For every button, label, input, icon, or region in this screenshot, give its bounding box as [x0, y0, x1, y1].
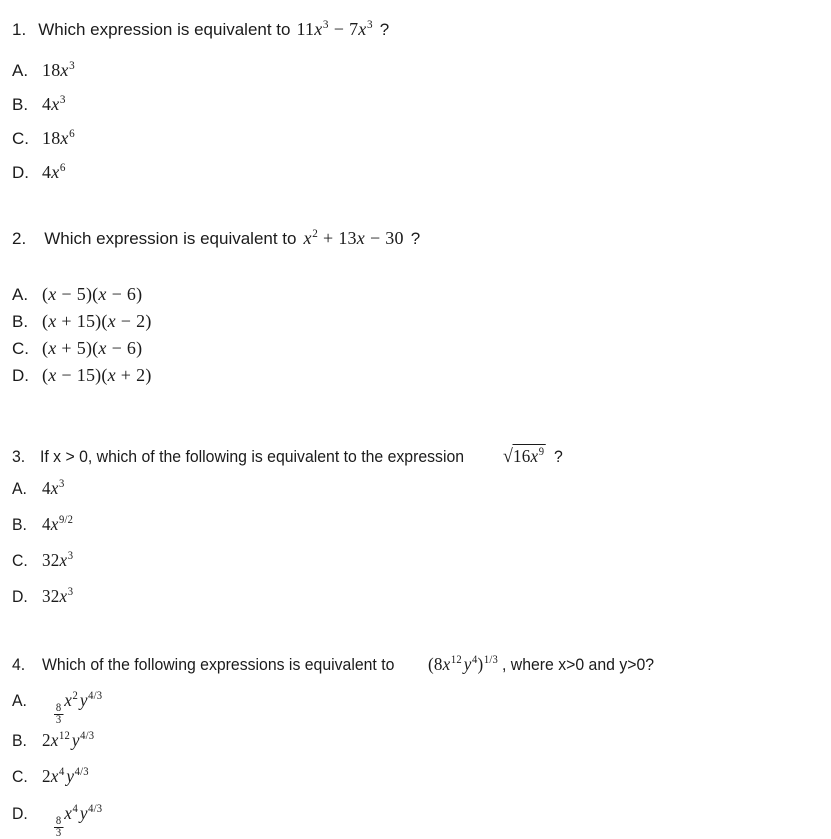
opt-var-1: x — [64, 690, 73, 710]
question-3-stem-expression — [503, 444, 546, 468]
q4-var-1: x — [442, 654, 451, 674]
paren-open: ( — [428, 654, 435, 674]
option-expression — [42, 550, 73, 571]
question-4-option-c[interactable] — [12, 766, 91, 787]
option-label: A. — [12, 285, 29, 304]
question-3-option-b[interactable] — [12, 514, 75, 535]
q2-operator-2: − — [369, 228, 381, 248]
question-1-number: 1. — [12, 20, 27, 39]
q4-exp-2: 4 — [472, 654, 478, 666]
q4-outer-exp: 1/3 — [484, 654, 499, 666]
opt-coef: 2 — [42, 766, 51, 786]
question-1-stem-text: Which expression is equivalent to — [38, 20, 291, 39]
option-expression — [42, 365, 152, 386]
q2-coef-2: 13 — [338, 228, 357, 248]
opt-exp-2: 4/3 — [88, 690, 103, 702]
option-label: D. — [12, 587, 28, 606]
option-label: D. — [12, 163, 29, 182]
question-1-option-b[interactable] — [12, 94, 66, 115]
radicand-var: x — [530, 446, 539, 466]
opt-var: x — [50, 514, 59, 534]
question-2-option-b[interactable] — [12, 311, 152, 332]
opt-coef: 32 — [42, 586, 60, 606]
fraction-numerator: 8 — [55, 815, 62, 828]
opt-var-2: y — [79, 803, 88, 823]
option-expression — [42, 284, 142, 305]
opt-var: x — [51, 162, 60, 182]
paren-open: ( — [42, 338, 49, 358]
option-label: C. — [12, 767, 28, 786]
q2-constant: 30 — [385, 228, 404, 248]
question-3-option-c[interactable] — [12, 550, 75, 571]
opt-num-1: 5 — [76, 338, 86, 358]
question-4-stem-text: Which of the following expressions is equivalent to — [42, 655, 395, 674]
opt-exp: 3 — [59, 94, 66, 106]
option-label: A. — [12, 479, 27, 498]
opt-var-1: x — [48, 365, 57, 385]
opt-var-2: y — [79, 690, 88, 710]
opt-op-2: − — [111, 338, 122, 358]
q1-question-mark: ? — [379, 20, 390, 39]
opt-num-2: 2 — [136, 365, 146, 385]
question-3-option-d[interactable] — [12, 586, 75, 607]
opt-coef: 4 — [42, 94, 52, 114]
question-4-option-a[interactable] — [12, 690, 105, 726]
fraction — [54, 703, 63, 726]
option-label: B. — [12, 312, 29, 331]
paren-mid: )( — [95, 365, 108, 385]
opt-op-1: − — [61, 284, 72, 304]
question-2-stem-text: Which expression is equivalent to — [44, 229, 297, 248]
question-3-stem-text: If x > 0, which of the following is equivalent to the expression — [40, 447, 465, 466]
option-expression — [42, 128, 75, 149]
option-label: A. — [12, 61, 29, 80]
opt-var: x — [60, 128, 69, 148]
opt-op-1: + — [61, 338, 72, 358]
paren-close: ) — [477, 654, 484, 674]
option-expression — [42, 311, 152, 332]
opt-var-2: x — [107, 365, 116, 385]
opt-op-1: − — [61, 365, 72, 385]
q4-coef: 8 — [434, 654, 443, 674]
opt-var-2: y — [71, 730, 80, 750]
option-expression — [42, 478, 65, 499]
opt-var: x — [50, 478, 59, 498]
option-expression — [54, 803, 102, 839]
opt-num-2: 6 — [126, 284, 137, 304]
question-2-option-d[interactable] — [12, 365, 152, 386]
question-2-stem — [12, 228, 420, 249]
paren-close: ) — [136, 338, 143, 358]
q1-coef-2: 7 — [349, 19, 359, 39]
opt-exp: 6 — [59, 162, 66, 174]
question-4-option-d[interactable] — [12, 803, 105, 839]
question-1-option-d[interactable] — [12, 162, 66, 183]
paren-open: ( — [42, 365, 49, 385]
fraction-numerator: 8 — [55, 702, 62, 715]
option-label: B. — [12, 731, 27, 750]
option-label: B. — [12, 515, 27, 534]
q1-operator: − — [333, 19, 345, 39]
option-expression — [42, 60, 75, 81]
opt-var: x — [59, 586, 68, 606]
opt-num-1: 15 — [76, 365, 96, 385]
q1-var-1: x — [314, 19, 323, 39]
question-1-stem-expression — [296, 19, 372, 40]
opt-op-2: − — [120, 311, 132, 331]
paren-close: ) — [145, 365, 152, 385]
paren-close: ) — [136, 284, 143, 304]
option-expression — [54, 690, 102, 726]
opt-num-2: 6 — [126, 338, 137, 358]
option-expression — [42, 766, 89, 787]
opt-op-2: − — [111, 284, 122, 304]
question-1-stem — [12, 19, 389, 40]
q2-var-2: x — [356, 228, 365, 248]
q1-coef-1: 11 — [296, 19, 315, 39]
option-label: B. — [12, 95, 29, 114]
opt-exp-1: 2 — [72, 690, 79, 702]
opt-exp-1: 12 — [59, 730, 70, 742]
opt-coef: 4 — [42, 514, 51, 534]
opt-var-1: x — [48, 338, 57, 358]
option-label: C. — [12, 339, 29, 358]
q3-question-mark: ? — [553, 447, 563, 466]
question-2-option-c[interactable] — [12, 338, 142, 359]
q4-var-2: y — [463, 654, 472, 674]
opt-op-2: + — [120, 365, 132, 385]
radicand — [512, 444, 546, 467]
radicand-exp: 9 — [538, 446, 545, 458]
option-label: A. — [12, 691, 27, 710]
question-3-stem — [12, 444, 563, 468]
fraction-denominator: 3 — [55, 827, 62, 839]
q2-question-mark: ? — [410, 229, 421, 248]
opt-exp: 9/2 — [59, 514, 74, 526]
opt-coef: 2 — [42, 730, 51, 750]
question-1-option-a[interactable] — [12, 60, 75, 81]
opt-var-2: x — [98, 338, 107, 358]
opt-exp: 3 — [59, 478, 65, 490]
question-3-number: 3. — [12, 447, 26, 466]
opt-coef: 4 — [42, 162, 52, 182]
square-root-icon — [503, 444, 546, 468]
question-4-stem-expression — [428, 654, 498, 675]
paren-open: ( — [42, 311, 49, 331]
radical-sign: √ — [503, 446, 514, 467]
opt-exp-1: 4 — [72, 803, 79, 815]
option-expression — [42, 162, 66, 183]
opt-var: x — [51, 94, 60, 114]
opt-coef: 32 — [42, 550, 60, 570]
opt-num-1: 5 — [76, 284, 86, 304]
option-label: C. — [12, 551, 28, 570]
opt-coef: 18 — [42, 60, 61, 80]
opt-exp-2: 4/3 — [88, 803, 103, 815]
q1-var-2: x — [358, 19, 367, 39]
paren-mid: )( — [85, 338, 99, 358]
question-3-option-a[interactable] — [12, 478, 66, 499]
opt-var-1: x — [48, 284, 57, 304]
question-2-stem-expression — [303, 228, 403, 249]
opt-exp: 3 — [69, 60, 75, 72]
option-label: D. — [12, 366, 29, 385]
option-label: D. — [12, 804, 28, 823]
opt-var-2: y — [66, 766, 75, 786]
q2-operator-1: + — [322, 228, 334, 248]
q2-exp-1: 2 — [312, 228, 318, 240]
q4-condition-text: , where x>0 and y>0? — [501, 655, 654, 674]
option-expression — [42, 586, 73, 607]
question-2-number: 2. — [12, 229, 27, 248]
opt-var-2: x — [107, 311, 116, 331]
opt-exp-2: 4/3 — [80, 730, 95, 742]
opt-op-1: + — [61, 311, 72, 331]
opt-var-1: x — [48, 311, 57, 331]
q1-exp-1: 3 — [322, 19, 329, 31]
q4-exp-1: 12 — [451, 654, 463, 666]
opt-exp: 3 — [67, 586, 74, 598]
question-2-option-a[interactable] — [12, 284, 142, 305]
opt-var: x — [60, 60, 69, 80]
option-expression — [42, 730, 94, 751]
opt-var-2: x — [98, 284, 107, 304]
fraction — [54, 816, 63, 839]
opt-var: x — [59, 550, 68, 570]
fraction-denominator: 3 — [55, 714, 62, 727]
paren-mid: )( — [85, 284, 99, 304]
opt-exp-2: 4/3 — [74, 766, 89, 778]
paren-open: ( — [42, 284, 49, 304]
option-expression — [42, 338, 142, 359]
paren-close: ) — [145, 311, 152, 331]
opt-var-1: x — [64, 803, 73, 823]
question-1-option-c[interactable] — [12, 128, 75, 149]
opt-exp-1: 4 — [59, 766, 65, 778]
question-4-option-b[interactable] — [12, 730, 97, 751]
opt-num-1: 15 — [76, 311, 96, 331]
opt-var-1: x — [50, 730, 59, 750]
opt-num-2: 2 — [136, 311, 146, 331]
opt-coef: 18 — [42, 128, 61, 148]
opt-exp: 3 — [67, 550, 74, 562]
option-expression — [42, 514, 73, 535]
opt-coef: 4 — [42, 478, 51, 498]
radicand-coef: 16 — [513, 446, 531, 466]
opt-var-1: x — [50, 766, 59, 786]
question-4-stem — [12, 654, 665, 675]
option-expression — [42, 94, 66, 115]
q1-exp-2: 3 — [366, 19, 373, 31]
question-4-number: 4. — [12, 655, 26, 674]
opt-exp: 6 — [69, 128, 75, 140]
paren-mid: )( — [95, 311, 108, 331]
q2-var-1: x — [303, 228, 312, 248]
option-label: C. — [12, 129, 29, 148]
